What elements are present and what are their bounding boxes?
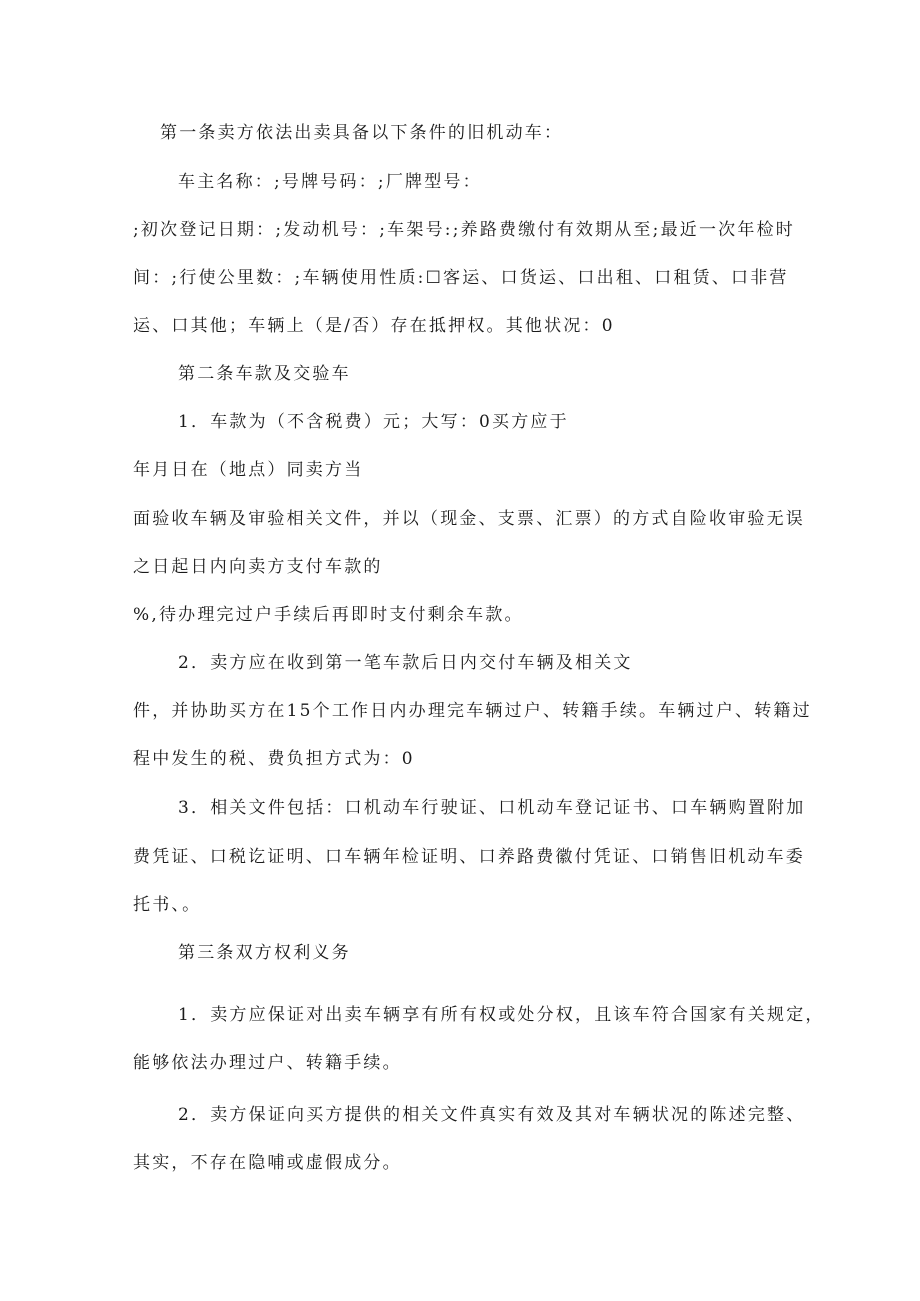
clause-2-2-line: 2．卖方应在收到第一笔车款后日内交付车辆及相关文	[178, 653, 633, 673]
clause-2-1-inspection-line: 面验收车辆及审验相关文件，并以（现金、支票、汇票）的方式自险收审验无误	[133, 509, 805, 529]
clause-3-1-line: 1．卖方应保证对出卖车辆享有所有权或处分权，且该车符合国家有关规定，	[178, 1005, 825, 1025]
clause-3-2-line: 2．卖方保证向买方提供的相关文件真实有效及其对车辆状况的陈述完整、	[178, 1105, 806, 1125]
article-2-heading: 第二条车款及交验车	[178, 364, 351, 384]
clause-2-2-transfer-line: 件，并协助买方在15个工作日内办理完车辆过户、转籍手续。车辆过户、转籍过	[133, 701, 812, 721]
mortgage-line: 运、口其他；车辆上（是/否）存在抵押权。其他状况：0	[133, 316, 615, 336]
clause-2-1-remainder-line: %,待办理完过户手续后再即时支付剩余车款。	[133, 605, 524, 625]
clause-2-1-payment-line: 之日起日内向卖方支付车款的	[133, 557, 383, 577]
clause-2-3-line: 3．相关文件包括：口机动车行驶证、口机动车登记证书、口车辆购置附加	[178, 798, 806, 818]
registration-line: ;初次登记日期：;发动机号：;车架号:;养路费缴付有效期从至;最近一次年检时	[133, 220, 795, 240]
clause-2-1-date-line: 年月日在（地点）同卖方当	[133, 460, 364, 480]
usage-line: 间：;行使公里数：;车辆使用性质:☐客运、口货运、口出租、口租赁、口非营	[133, 268, 789, 288]
clause-2-2-tax-line: 程中发生的税、费负担方式为：0	[133, 749, 415, 769]
article-3-heading: 第三条双方权利义务	[178, 943, 351, 963]
clause-3-1-end-line: 能够依法办理过户、转籍手续。	[133, 1053, 402, 1073]
vehicle-owner-line: 车主名称：;号牌号码：;厂牌型号：	[178, 172, 482, 192]
clause-2-1-line: 1．车款为（不含税费）元；大写：0买方应于	[178, 412, 569, 432]
clause-2-3-end-line: 托书、。	[133, 895, 202, 915]
clause-2-3-documents-line: 费凭证、口税讫证明、口车辆年检证明、口养路费徽付凭证、口销售旧机动车委	[133, 847, 805, 867]
article-1-heading: 第一条卖方依法出卖具备以下条件的旧机动车：	[160, 123, 564, 143]
clause-3-2-end-line: 其实，不存在隐哺或虚假成分。	[133, 1153, 402, 1173]
